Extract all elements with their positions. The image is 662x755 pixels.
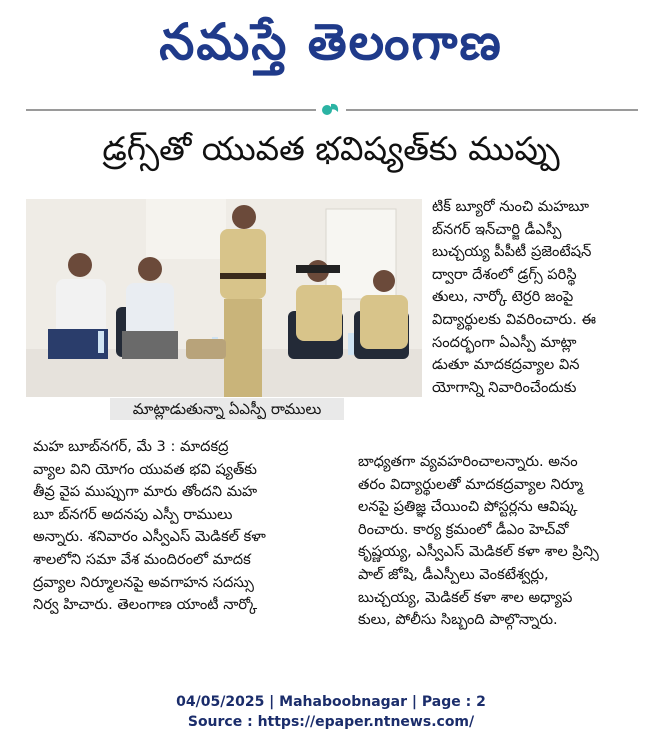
newspaper-masthead: నమస్తే తెలంగాణ bbox=[159, 12, 503, 71]
article-line: కులు, పోలీసు సిబ్బంది పాల్గొన్నారు. bbox=[358, 611, 558, 629]
article-line: పాల్ జోషి, డీఎస్పీలు వెంకటేశ్వర్లు, bbox=[358, 565, 549, 583]
article-line: తులు, నార్కో టెర్రరి జంపై bbox=[432, 288, 574, 306]
article-line: రించారు. కార్య క్రమంలో డీఎం హెచ్‌వో bbox=[358, 520, 569, 538]
article-headline: డ్రగ్స్‌తో యువత భవిష్యత్‌కు ముప్పు bbox=[102, 129, 560, 168]
article-line: డుతూ మాదకద్రవ్యాల విన bbox=[432, 356, 580, 374]
article-line: కృష్ణయ్య, ఎస్వీఎస్ మెడికల్ కళా శాల ప్రిన్సి bbox=[358, 543, 599, 561]
article-line: బుచ్చయ్య, మెడికల్ కళా శాల అధ్యాప bbox=[358, 588, 573, 606]
article-line: లనపై ప్రతిజ్ఞ చేయించి పోస్టర్లను ఆవిష్క bbox=[358, 498, 578, 516]
article-line: బుచ్చయ్య పీపీటీ ప్రజెంటేషన్ bbox=[432, 243, 592, 261]
photo-caption: మాట్లాడుతున్నా ఏఎస్పీ రాములు bbox=[110, 398, 344, 420]
article-line: శాలలోని సమా వేశ మందిరంలో మాదక bbox=[33, 550, 251, 568]
article-line: విద్యార్థులకు వివరించారు. ఈ bbox=[432, 310, 596, 328]
article-line: అన్నారు. శనివారం ఎస్వీఎస్ మెడికల్ కళా bbox=[33, 528, 266, 546]
article-line: నిర్వ హిచారు. తెలంగాణ యాంటీ నార్కో bbox=[33, 596, 258, 614]
newspaper-logo-icon bbox=[319, 100, 341, 118]
footer-source: Source : https://epaper.ntnews.com/ bbox=[187, 714, 475, 730]
article-column-right-top bbox=[432, 196, 642, 399]
article-line: తీవ్ర వైప ముప్పుగా మారు తోందని మహ bbox=[33, 483, 258, 501]
article-line: వ్యాల విని యోగం యువత భవి ష్యత్‌కు bbox=[33, 460, 257, 478]
news-photo bbox=[26, 199, 422, 397]
article-line: ద్వారా దేశంలో డ్రగ్స్ పరిస్థి bbox=[432, 265, 577, 283]
article-line: బాధ్యతగా వ్యవహరించాలన్నారు. అనం bbox=[358, 453, 578, 470]
article-line: తరం విద్యార్థులతో మాదకద్రవ్యాల నిర్మూ bbox=[358, 475, 583, 493]
article-line: యోగాన్ని నివారించేందుకు bbox=[432, 378, 577, 396]
footer-date-edition: 04/05/2025 | Mahaboobnagar | Page : 2 bbox=[176, 694, 486, 710]
article-line: బూ బ్‌నగర్ అదనపు ఎస్పీ రాములు bbox=[33, 505, 233, 523]
article-line: బ్‌నగర్ ఇన్‌చార్జి డీఎస్పీ bbox=[432, 220, 562, 238]
article-line: టిక్ బ్యూరో నుంచి మహబూ bbox=[432, 198, 589, 215]
article-line: సందర్భంగా ఏఎస్పీ మాట్లా bbox=[432, 333, 577, 351]
divider-left bbox=[26, 109, 316, 111]
article-column-right bbox=[358, 451, 642, 632]
divider-right bbox=[346, 109, 638, 111]
article-line: ద్రవ్యాల నిర్మూలనపై అవగాహన సదస్సు bbox=[33, 573, 254, 591]
article-column-left bbox=[33, 436, 333, 617]
article-line: మహ బూబ్‌నగర్, మే 3 : మాదకద్ర bbox=[33, 438, 229, 455]
